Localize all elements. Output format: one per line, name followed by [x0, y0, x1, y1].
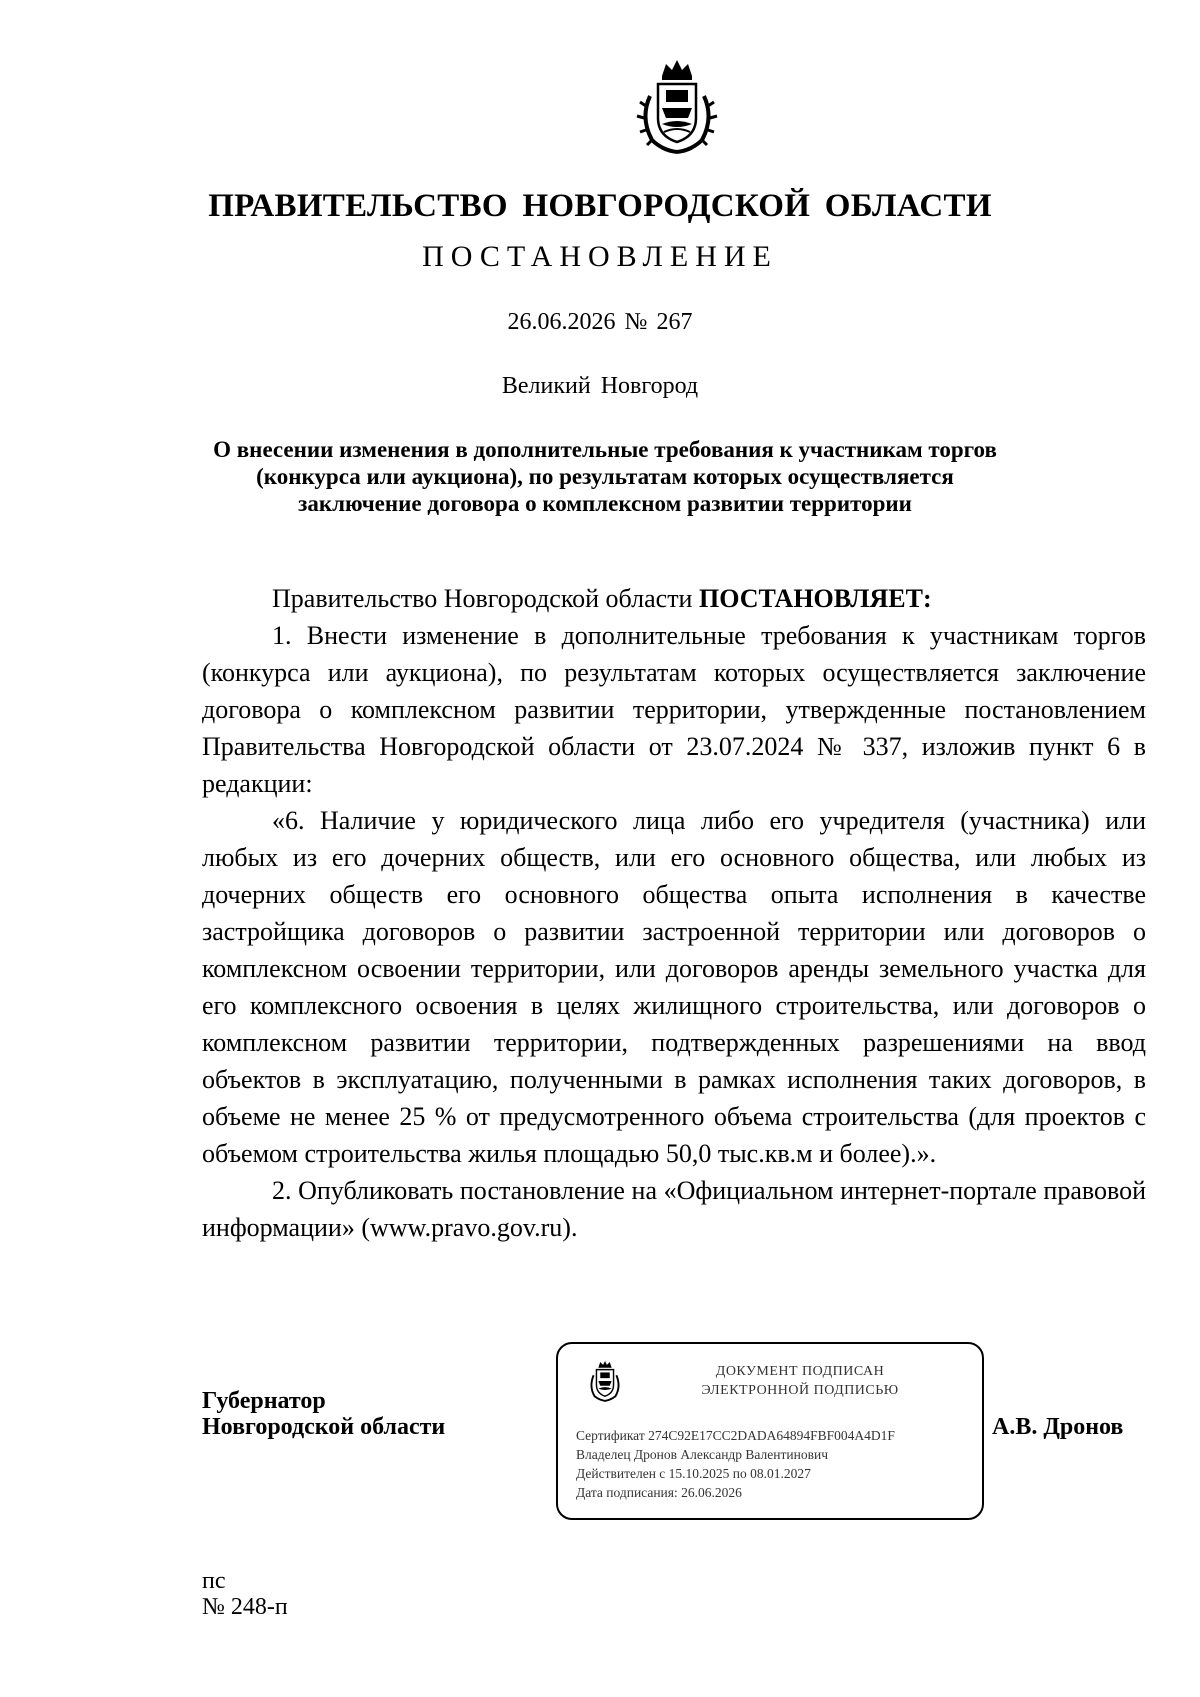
footer-line-1: пс — [202, 1568, 226, 1594]
government-title: ПРАВИТЕЛЬСТВО НОВГОРОДСКОЙ ОБЛАСТИ — [208, 188, 992, 224]
stamp-heading-line-2: ЭЛЕКТРОННОЙ ПОДПИСЬЮ — [701, 1383, 899, 1398]
subject-line-3: заключение договора о комплексном развитии территории — [298, 491, 912, 516]
owner-line: Владелец Дронов Александр Валентинович — [576, 1447, 828, 1462]
intro-paragraph — [202, 580, 1146, 617]
signatory-name: А.В. Дронов — [992, 1414, 1124, 1440]
coat-of-arms-small-icon — [586, 1360, 624, 1402]
electronic-signature-stamp — [556, 1342, 984, 1520]
stamp-heading — [670, 1362, 930, 1400]
novgorod-coat-of-arms-icon — [632, 56, 722, 156]
stamp-heading-line-1: ДОКУМЕНТ ПОДПИСАН — [715, 1364, 885, 1379]
document-date-number: 26.06.2026 № 267 — [507, 309, 693, 335]
certificate-line: Сертификат 274C92E17CC2DADA64894FBF004A4D1F — [576, 1428, 895, 1443]
signatory-position — [202, 1388, 445, 1440]
document-subject — [170, 436, 1040, 517]
paragraph-item-1: 1. Внести изменение в дополнительные требования к участникам торгов (конкурса или аукциона), по результатам которых осуществляется заключение договора о комплексном развитии территории, утвержденные постановлением Правительства Новгородской области от 23.07.2024 № 337, изложив пункт 6 в редакции: — [202, 621, 1146, 798]
footer-line-2: № 248-п — [202, 1594, 288, 1620]
document-city: Великий Новгород — [501, 373, 699, 399]
subject-line-2: (конкурса или аукциона), по результатам которых осуществляется — [256, 464, 954, 489]
intro-decree-word: ПОСТАНОВЛЯЕТ: — [698, 584, 932, 613]
intro-text: Правительство Новгородской области — [272, 584, 699, 613]
paragraph-item-2: 2. Опубликовать постановление на «Официальном интернет-портале правовой информации» (www.pravo.gov.ru). — [202, 1176, 1146, 1242]
document-body — [202, 580, 1146, 1246]
validity-line: Действителен с 15.10.2025 по 08.01.2027 — [576, 1466, 811, 1481]
position-line-2: Новгородской области — [202, 1414, 446, 1440]
footer-note — [202, 1568, 288, 1620]
document-type: ПОСТАНОВЛЕНИЕ — [422, 240, 778, 273]
signed-date-line: Дата подписания: 26.06.2026 — [576, 1485, 742, 1500]
stamp-details — [576, 1426, 895, 1502]
paragraph-item-1-quote: «6. Наличие у юридического лица либо его учредителя (участника) или любых из его дочерних обществ, или его основного общества, или любых из дочерних обществ его основного общества опыта исполнения в качестве застройщика договоров о развитии застроенной территории или договоров о комплексном освоении территории, или договоров аренды земельного участка для его комплексного освоения в целях жилищного строительства, или договоров о комплексном развитии территории, подтвержденных разрешениями на ввод объектов в эксплуатацию, полученными в рамках исполнения таких договоров, в объеме не менее 25 % от предусмотренного объема строительства (для проектов с объемом строительства жилья площадью 50,0 тыс.кв.м и более).». — [202, 806, 1146, 1168]
subject-line-1: О внесении изменения в дополнительные требования к участникам торгов — [213, 437, 997, 462]
position-line-1: Губернатор — [202, 1388, 326, 1414]
